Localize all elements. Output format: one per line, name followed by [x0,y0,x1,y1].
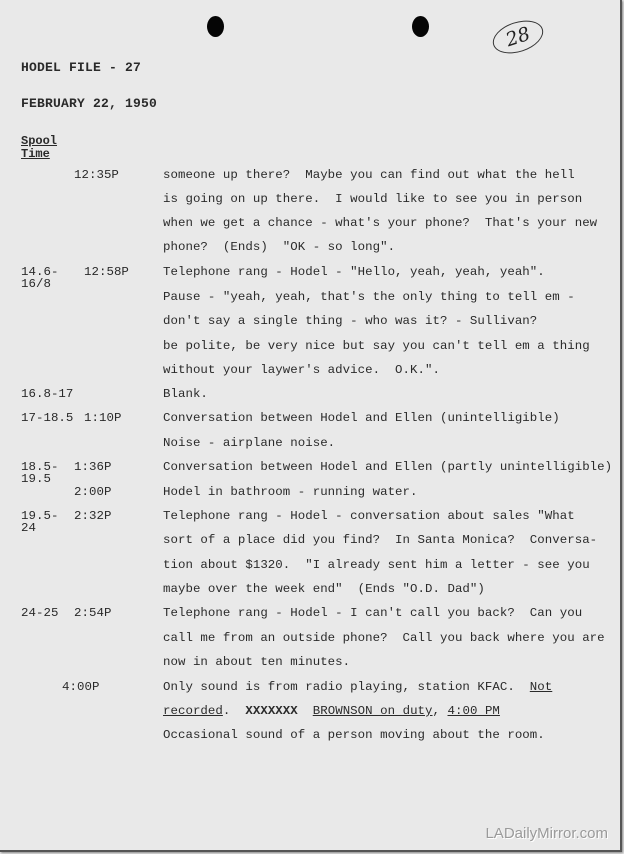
entry-time: 1:10P [84,411,122,425]
entry-spool: 14.6- [21,265,59,279]
text-segment: . [222,704,246,718]
entry-spool: 16.8-17 [21,387,74,401]
entry-text: Telephone rang - Hodel - "Hello, yeah, yeah, yeah". [163,265,545,279]
handwritten-page-number: 28 [489,15,548,60]
column-header [21,135,57,161]
entry-text [163,704,500,718]
entry-text: someone up there? Maybe you can find out what the hell [163,168,575,182]
entry-text: don't say a single thing - who was it? - Sullivan? [163,314,538,328]
text-segment: Only sound is from radio playing, station KFAC. [163,680,530,694]
underlined-text: Not [529,680,553,694]
text-segment: , [432,704,448,718]
entry-text [163,680,552,694]
punch-hole-right [412,16,429,37]
entry-time: 4:00P [62,680,100,694]
entry-text: Pause - "yeah, yeah, that's the only thing to tell em - [163,290,575,304]
entry-text: when we get a chance - what's your phone? That's your new [163,216,598,230]
entry-text: Telephone rang - Hodel - conversation about sales "What [163,509,575,523]
entry-spool: 19.5 [21,472,51,486]
entry-time: 2:00P [74,485,112,499]
entry-spool: 18.5- [21,460,59,474]
watermark: LADailyMirror.com [485,825,608,842]
entry-time: 2:32P [74,509,112,523]
entry-text: Conversation between Hodel and Ellen (partly unintelligible) [163,460,613,474]
entry-time: 12:58P [84,265,129,279]
underlined-text: 4:00 PM [447,704,500,718]
struck-out-text: XXXXXXX [245,704,298,718]
entry-text: Noise - airplane noise. [163,436,336,450]
entry-time: 12:35P [74,168,119,182]
entry-text: Occasional sound of a person moving about the room. [163,728,545,742]
entry-spool: 16/8 [21,277,51,291]
underlined-text: BROWNSON on duty [312,704,433,718]
entry-text: be polite, be very nice but say you can't tell em a thing [163,339,590,353]
entry-spool: 24-25 [21,606,59,620]
entry-text: is going on up there. I would like to see you in person [163,192,583,206]
entry-spool: 19.5- [21,509,59,523]
entry-text: without your laywer's advice. O.K.". [163,363,440,377]
entry-time: 1:36P [74,460,112,474]
entry-spool: 24 [21,521,36,535]
entry-text: call me from an outside phone? Call you back where you are [163,631,605,645]
entry-text: maybe over the week end" (Ends "O.D. Dad") [163,582,485,596]
entry-spool: 17-18.5 [21,411,74,425]
entry-text: phone? (Ends) "OK - so long". [163,240,396,254]
entry-text: Conversation between Hodel and Ellen (unintelligible) [163,411,560,425]
column-header-time: Time [21,147,50,161]
entry-text: Telephone rang - Hodel - I can't call you back? Can you [163,606,583,620]
column-header-spool: Spool [21,134,58,148]
entry-text: Hodel in bathroom - running water. [163,485,418,499]
entry-text: Blank. [163,387,208,401]
punch-hole-left [207,16,224,37]
entry-text: now in about ten minutes. [163,655,351,669]
entry-text: sort of a place did you find? In Santa Monica? Conversa- [163,533,598,547]
document-date: FEBRUARY 22, 1950 [21,96,158,111]
entry-time: 2:54P [74,606,112,620]
entry-text: tion about $1320. "I already sent him a letter - see you [163,558,590,572]
file-title: HODEL FILE - 27 [21,60,142,75]
underlined-text: recorded [163,704,223,718]
text-segment [298,704,313,718]
